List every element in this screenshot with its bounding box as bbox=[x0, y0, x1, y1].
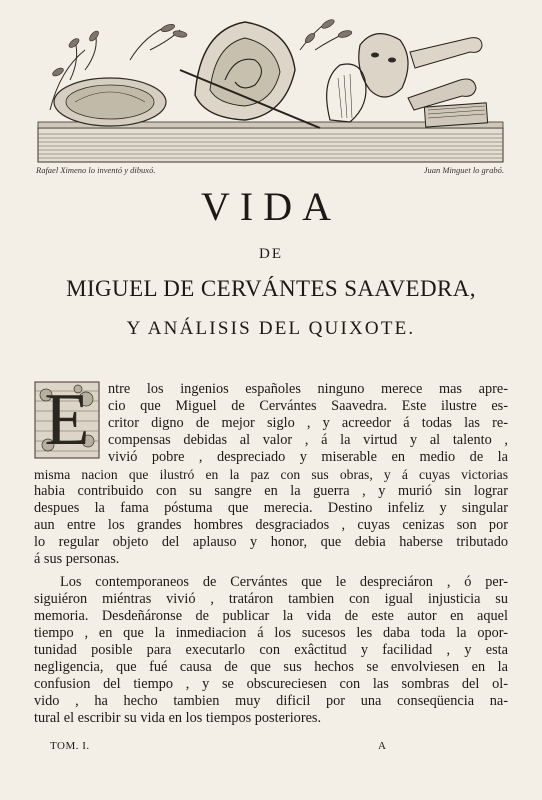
p1-line-10: lo regular objeto del aplauso y honor, que debia haberse tributado bbox=[34, 534, 508, 550]
p1-line-3: critor digno de mejor siglo , y acreedor á todas las re- bbox=[108, 415, 508, 431]
illustrator-credit: Rafael Ximeno lo inventó y dibuxó. bbox=[36, 165, 156, 175]
p1-line-6: misma nacion que ilustró en la paz con sus obras, y á cuyas victorias bbox=[34, 467, 508, 482]
signature-mark: A bbox=[378, 740, 387, 752]
p1-line-1: ntre los ingenios españoles ninguno merece mas apre- bbox=[108, 381, 508, 397]
p1-line-7: habia contribuido con su sangre en la guerra , y murió sin lograr bbox=[34, 483, 508, 499]
p2-line-2: siguiéron miéntras vivió , tratáron tambien con igual injusticia su bbox=[34, 591, 508, 607]
p2-line-9: tural el escribir su vida en los tiempos posteriores. bbox=[34, 710, 322, 726]
p2-line-5: tunidad posible para executarlo con exâctitud y facilidad , y esta bbox=[34, 642, 508, 658]
p2-line-4: tiempo , en que la inmediacion á los sucesos les daba toda la opor- bbox=[34, 625, 508, 641]
p2-line-6: negligencia, que fué causa de que sus hechos se envolviesen en la bbox=[34, 659, 508, 675]
p1-line-4: compensas debidas al valor , á la virtud y al talento , bbox=[108, 432, 508, 448]
volume-marker: TOM. I. bbox=[50, 740, 90, 752]
title-analisis: Y ANÁLISIS DEL QUIXOTE. bbox=[126, 318, 416, 339]
p2-line-3: memoria. Desdeñáronse de publicar la vida de este autor en aquel bbox=[34, 608, 508, 624]
p1-line-8: despues la fama póstuma que merecia. Destino infeliz y singular bbox=[34, 500, 508, 516]
title-vida: VIDA bbox=[201, 184, 341, 229]
p1-line-2: cio que Miguel de Cervántes Saavedra. Este ilustre es- bbox=[108, 398, 508, 414]
p1-line-11: á sus personas. bbox=[34, 551, 120, 567]
engraver-credit: Juan Minguet lo grabó. bbox=[423, 165, 504, 175]
p2-line-1: Los contemporaneos de Cervántes que le despreciáron , ó per- bbox=[60, 574, 508, 590]
p1-line-5: vivió pobre , despreciado y miserable en medio de la bbox=[108, 449, 508, 465]
initial-letter-e: E bbox=[44, 379, 90, 461]
p2-line-7: confusion del tiempo , y se obscureciesen con las sombras del ol- bbox=[34, 676, 508, 692]
p1-line-9: aun entre los grandes hombres desgraciados , cuyas cenizas son por bbox=[34, 517, 508, 533]
p2-line-8: vido , ha hecho tambien muy dificil por una conseqüencia na- bbox=[34, 693, 508, 709]
title-author-name: MIGUEL DE CERVÁNTES SAAVEDRA, bbox=[66, 276, 476, 301]
title-de: DE bbox=[259, 246, 283, 262]
